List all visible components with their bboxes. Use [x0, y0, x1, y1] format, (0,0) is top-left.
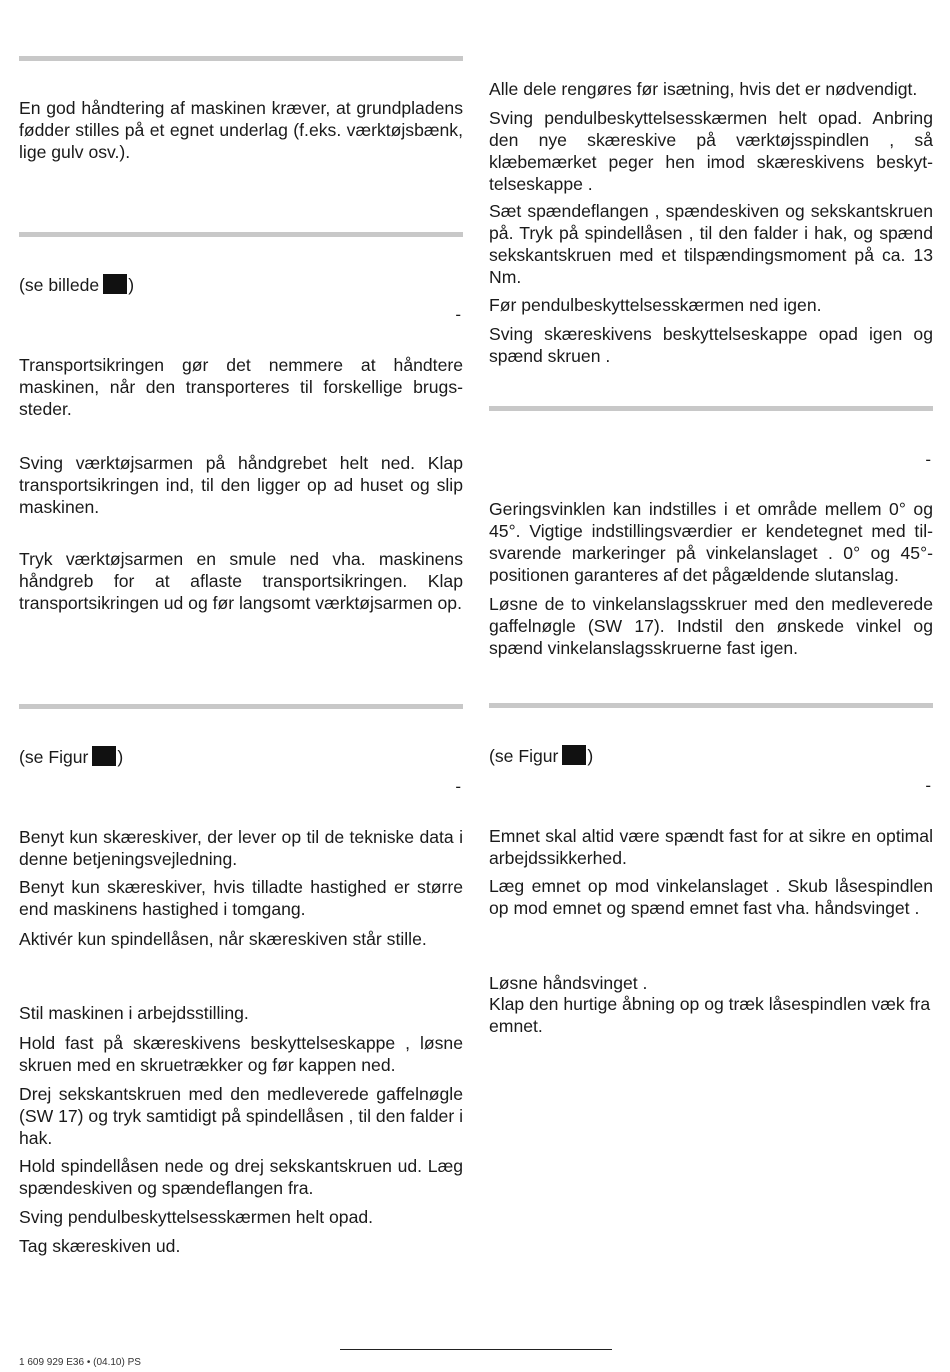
- paragraph: Løsne håndsvinget .: [489, 973, 648, 993]
- section-divider: [19, 704, 463, 709]
- paragraph: Klap den hurtige åbning op og træk låsespindlen væk fra emnet.: [489, 994, 931, 1036]
- hyphen-mark: -: [455, 305, 461, 324]
- paragraph: Benyt kun skæreskiver, der lever op til de tekniske data i denne betjeningsvejledning.: [19, 827, 463, 869]
- footer-divider: [340, 1349, 612, 1350]
- paragraph: Drej sekskantskruen med den medleverede gaffelnøgle (SW 17) og tryk samtidigt på spindellåsen , til den falder i hak.: [19, 1084, 463, 1148]
- paragraph: Tag skæreskiven ud.: [19, 1236, 181, 1256]
- paragraph: Læg emnet op mod vinkelanslaget . Skub låsespindlen op mod emnet og spænd emnet fast vha. håndsvinget .: [489, 876, 933, 918]
- paragraph: Sving pendulbeskyttelsesskærmen helt opad. Anbring den nye skæreskive på værktøjsspindlen , så klæbemærket peger hen imod skæreskivens beskyttelseskappe .: [489, 108, 933, 194]
- paragraph: Benyt kun skæreskiver, hvis tilladte hastighed er større end maskinens hastighed i tomgang.: [19, 877, 463, 919]
- section-divider: [489, 703, 933, 708]
- paragraph: Løsne de to vinkelanslagsskruer med den medleverede gaffelnøgle (SW 17). Indstil den ønskede vinkel og spænd vinkelanslagsskruerne fast igen.: [489, 594, 933, 658]
- document-code: 1 609 929 E36 • (04.10) PS: [19, 1357, 141, 1368]
- paragraph: Sving værktøjsarmen på håndgrebet helt ned. Klap transportsikringen ind, til den ligger op ad huset og slip maskinen.: [19, 453, 463, 517]
- figure-reference-close: ): [587, 746, 594, 766]
- paragraph: Stil maskinen i arbejdsstilling.: [19, 1003, 249, 1023]
- paragraph: Aktivér kun spindellåsen, når skæreskiven står stille.: [19, 929, 427, 949]
- paragraph: Sving skæreskivens beskyttelseskappe opad igen og spænd skruen .: [489, 324, 933, 366]
- paragraph: En god håndtering af maskinen kræver, at grundpladens fødder stilles på et egnet underlag (f.eks. værktøjsbænk, lige gulv osv.).: [19, 98, 463, 162]
- figure-reference-text: (se billede: [19, 275, 100, 295]
- paragraph: Geringsvinklen kan indstilles i et område mellem 0° og 45°. Vigtige indstillingsværdier er kendetegnet med tilsvarende markeringer på vinkelanslaget . 0° og 45°-positionen garanteres af det pågældende slutanslag.: [489, 499, 933, 585]
- figure-reference-text: (se Figur: [19, 747, 89, 767]
- figure-number-box: [562, 745, 586, 765]
- figure-reference: [19, 746, 123, 768]
- hyphen-mark: -: [925, 776, 931, 795]
- figure-number-box: [92, 746, 116, 766]
- paragraph: Transportsikringen gør det nemmere at håndtere maskinen, når den transporteres til forskellige brugssteder.: [19, 355, 463, 419]
- paragraph: Sving pendulbeskyttelsesskærmen helt opad.: [19, 1207, 374, 1227]
- figure-reference-close: ): [117, 747, 124, 767]
- figure-reference: [19, 274, 134, 296]
- paragraph: Alle dele rengøres før isætning, hvis det er nødvendigt.: [489, 79, 918, 99]
- paragraph: Før pendulbeskyttelsesskærmen ned igen.: [489, 295, 822, 315]
- paragraph: Tryk værktøjsarmen en smule ned vha. maskinens håndgreb for at aflaste transportsikringen. Klap transportsikringen ud og før langsomt værktøjsarmen op.: [19, 549, 463, 613]
- paragraph: Hold spindellåsen nede og drej sekskantskruen ud. Læg spændeskiven og spændeflangen fra.: [19, 1156, 463, 1198]
- paragraph: Sæt spændeflangen , spændeskiven og sekskantskruen på. Tryk på spindellåsen , til den falder i hak, og spænd sekskantskruen med et tilspændingsmoment på ca. 13 Nm.: [489, 201, 933, 287]
- figure-reference-close: ): [128, 275, 135, 295]
- hyphen-mark: -: [925, 450, 931, 469]
- figure-reference-text: (se Figur: [489, 746, 559, 766]
- section-divider: [489, 406, 933, 411]
- figure-number-box: [103, 274, 127, 294]
- section-divider: [19, 56, 463, 61]
- paragraph: Emnet skal altid være spændt fast for at sikre en optimal arbejdssikkerhed.: [489, 826, 933, 868]
- section-divider: [19, 232, 463, 237]
- paragraph: Hold fast på skæreskivens beskyttelseskappe , løsne skruen med en skruetrækker og før kappen ned.: [19, 1033, 463, 1075]
- hyphen-mark: -: [455, 777, 461, 796]
- figure-reference: [489, 745, 593, 767]
